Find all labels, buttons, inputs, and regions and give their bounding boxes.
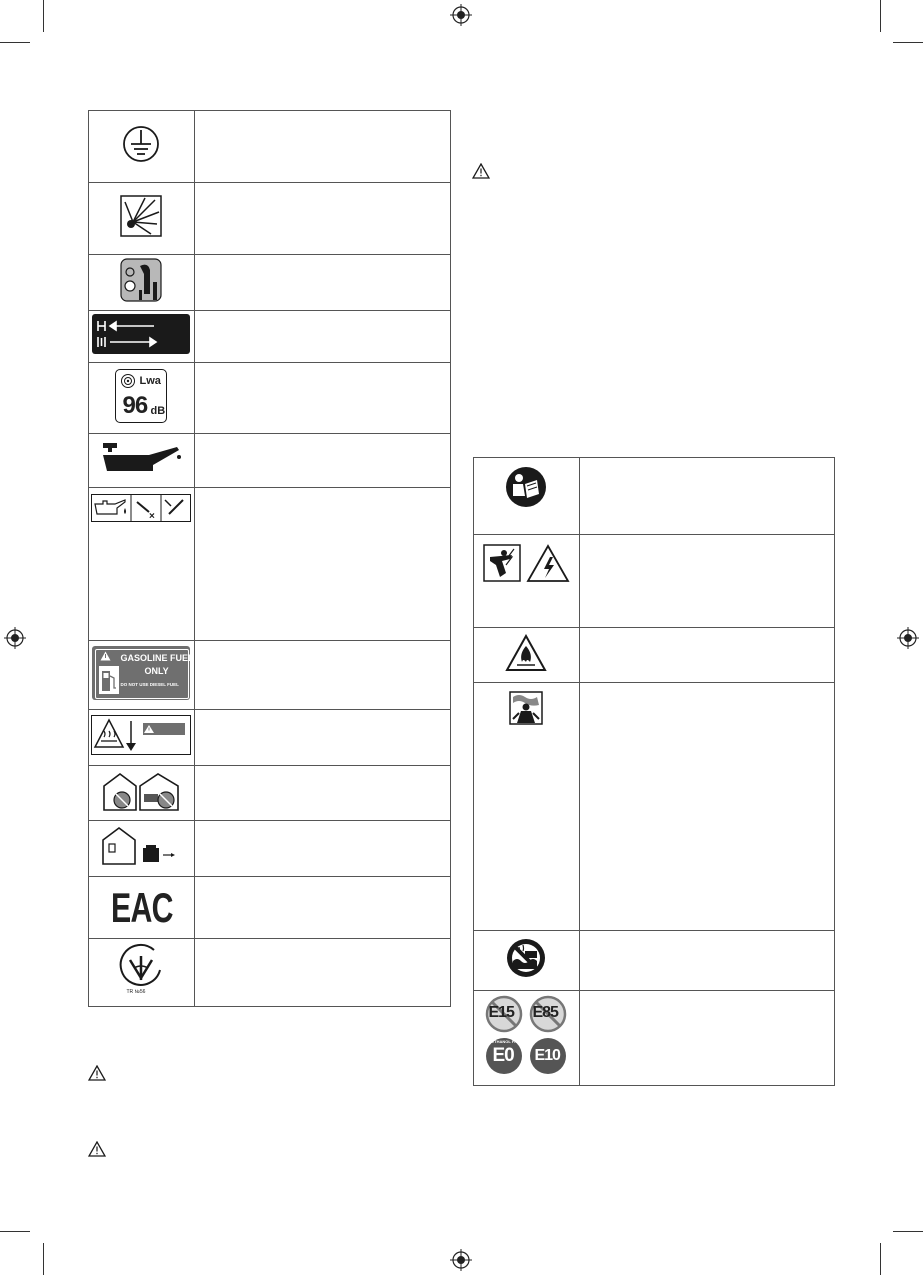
table-row	[474, 931, 835, 991]
gasoline-fuel-label-icon	[92, 646, 194, 700]
fuel-e0-label: E0	[492, 1044, 514, 1066]
crop-mark	[43, 1243, 44, 1275]
registration-mark-icon	[897, 627, 919, 649]
right-symbol-table	[473, 457, 835, 1086]
conformity-mark-icon	[116, 942, 166, 990]
left-symbol-table	[88, 110, 451, 1007]
speaker-icon	[120, 373, 136, 389]
symbol-cell	[89, 821, 195, 877]
symbol-cell	[89, 363, 195, 434]
crop-mark	[0, 1231, 30, 1232]
table-row	[89, 111, 451, 183]
symbol-cell	[474, 683, 580, 931]
table-row	[89, 311, 451, 363]
registration-mark-icon	[4, 627, 26, 649]
fuel-pump-icon	[99, 666, 119, 694]
sound-unit: dB	[150, 404, 166, 417]
registration-mark-icon	[450, 1249, 472, 1271]
description-cell	[194, 710, 450, 766]
carbon-monoxide-icon	[509, 691, 543, 725]
symbol-cell	[89, 766, 195, 821]
no-indoor-use-icon	[102, 770, 180, 812]
warning-icon	[88, 1141, 106, 1157]
table-row	[474, 458, 835, 535]
hot-surface-icon	[91, 715, 191, 755]
registration-mark-icon	[450, 4, 472, 26]
earth-ground-icon	[121, 124, 161, 164]
warning-icon	[472, 163, 490, 179]
warning-icon	[88, 1065, 106, 1081]
description-cell	[579, 931, 834, 991]
description-cell	[579, 628, 834, 683]
choke-lever-icon	[120, 258, 162, 302]
description-cell	[579, 458, 834, 535]
description-cell	[579, 683, 834, 931]
description-cell	[194, 111, 450, 183]
crop-mark	[0, 42, 30, 43]
table-row	[89, 434, 451, 488]
symbol-cell	[89, 255, 195, 311]
symbol-cell	[89, 641, 195, 710]
oil-can-icon	[101, 441, 181, 475]
symbol-cell	[89, 710, 195, 766]
symbol-cell	[474, 458, 580, 535]
symbol-cell	[89, 311, 195, 363]
crop-mark	[880, 1243, 881, 1275]
description-cell	[194, 939, 450, 1007]
eac-mark-icon: EAC	[110, 883, 173, 931]
symbol-cell	[89, 111, 195, 183]
description-cell	[194, 255, 450, 311]
table-row	[89, 821, 451, 877]
conformity-code: TR №56	[126, 989, 146, 995]
warning-icon	[100, 651, 111, 661]
table-row	[474, 535, 835, 628]
sound-value: 96	[122, 391, 148, 419]
read-manual-icon	[505, 466, 547, 508]
crop-mark	[880, 0, 881, 32]
symbol-cell	[474, 535, 580, 628]
svg-text:×: ×	[149, 511, 156, 522]
flammable-icon	[505, 634, 547, 672]
description-cell	[194, 311, 450, 363]
description-cell	[194, 434, 450, 488]
fuel-e10-label: E10	[534, 1046, 560, 1064]
description-cell	[579, 535, 834, 628]
description-cell	[194, 821, 450, 877]
choke-open-close-icon	[92, 314, 190, 354]
sound-power-level-icon	[115, 369, 167, 423]
symbol-cell	[89, 183, 195, 255]
crop-mark	[893, 42, 923, 43]
description-cell	[194, 641, 450, 710]
fuel-e85-label: E85	[532, 1003, 558, 1021]
table-row	[89, 710, 451, 766]
table-row	[89, 766, 451, 821]
symbol-cell	[89, 488, 195, 641]
ethanol-fuel-icon	[483, 995, 569, 1077]
description-cell	[194, 363, 450, 434]
table-row	[89, 363, 451, 434]
ethanol-free-ring-text: ETHANOL FREE	[491, 1038, 523, 1044]
fuel-label-line1: GASOLINE FUEL	[120, 652, 194, 663]
oil-check-icon	[91, 494, 191, 522]
fuel-e15-label: E15	[488, 1003, 514, 1021]
symbol-cell	[474, 628, 580, 683]
table-row	[89, 488, 451, 641]
description-cell	[194, 183, 450, 255]
crop-mark	[43, 0, 44, 32]
description-cell	[194, 766, 450, 821]
sound-label: Lwa	[139, 374, 161, 387]
symbol-cell	[89, 939, 195, 1007]
table-row	[89, 255, 451, 311]
symbol-cell	[474, 991, 580, 1086]
table-row	[474, 628, 835, 683]
outdoor-use-only-icon	[101, 826, 181, 866]
description-cell	[194, 488, 450, 641]
no-water-icon	[505, 937, 547, 979]
table-row	[89, 641, 451, 710]
explosion-hazard-icon	[119, 194, 163, 238]
symbol-cell	[89, 877, 195, 939]
symbol-cell	[474, 931, 580, 991]
ukrainian-conformity-mark-icon	[116, 942, 166, 998]
table-row	[89, 939, 451, 1007]
table-row	[89, 183, 451, 255]
electric-shock-icon	[482, 543, 570, 583]
description-cell	[579, 991, 834, 1086]
table-row	[474, 991, 835, 1086]
table-row	[474, 683, 835, 931]
symbol-cell	[89, 434, 195, 488]
fuel-label-line2: ONLY	[144, 665, 169, 676]
description-cell	[194, 877, 450, 939]
fuel-label-line3: DO NOT USE DIESEL FUEL	[120, 681, 179, 687]
table-row	[89, 877, 451, 939]
crop-mark	[893, 1231, 923, 1232]
